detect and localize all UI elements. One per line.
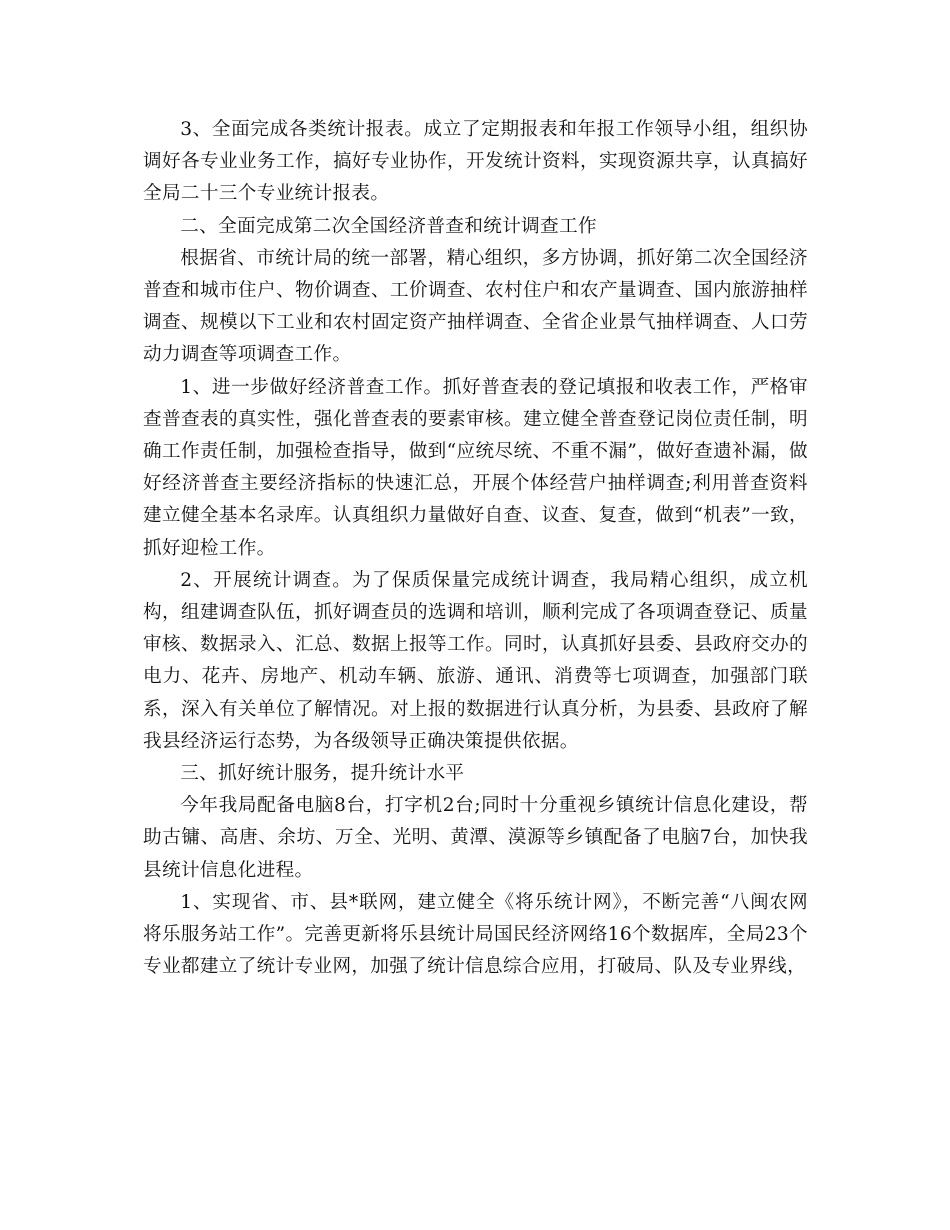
paragraph-report-forms: 3、全面完成各类统计报表。成立了定期报表和年报工作领导小组，组织协调好各专业业务工作，搞好专业协作，开发统计资料，实现资源共享，认真搞好全局二十三个专业统计报表。	[143, 119, 808, 205]
paragraph-network: 1、实现省、市、县*联网，建立健全《将乐统计网》，不断完善“八闽农网将乐服务站工作”。完善更新将乐县统计局国民经济网络16个数据库，全局23个专业都建立了统计专业网，加强了统计信息综合应用，打破局、队及专业界线，	[143, 891, 808, 978]
paragraph-statistical-survey: 2、开展统计调查。为了保质保量完成统计调查，我局精心组织，成立机构，组建调查队伍，抓好调查员的选调和培训，顺利完成了各项调查登记、质量审核、数据录入、汇总、数据上报等工作。同时，认真抓好县委、县政府交办的电力、花卉、房地产、机动车辆、旅游、通讯、消费等七项调查，加强部门联系，深入有关单位了解情况。对上报的数据进行认真分析，为县委、县政府了解我县经济运行态势，为各级领导正确决策提供依据。	[143, 569, 808, 752]
heading-census-and-survey: 二、全面完成第二次全国经济普查和统计调查工作	[180, 215, 597, 237]
paragraph-economic-census: 1、进一步做好经济普查工作。抓好普查表的登记填报和收表工作，严格审查普查表的真实性，强化普查表的要素审核。建立健全普查登记岗位责任制，明确工作责任制，加强检查指导，做到“应统尽统、不重不漏”，做好查遗补漏，做好经济普查主要经济指标的快速汇总，开展个体经营户抽样调查;利用普查资料建立健全基本名录库。认真组织力量做好自查、议查、复查，做到“机表”一致，抓好迎检工作。	[143, 376, 808, 559]
paragraph-computer-equipment: 今年我局配备电脑8台，打字机2台;同时十分重视乡镇统计信息化建设，帮助古镛、高唐、余坊、万全、光明、黄潭、漠源等乡镇配备了电脑7台，加快我县统计信息化进程。	[143, 795, 808, 881]
heading-statistical-service: 三、抓好统计服务，提升统计水平	[180, 763, 465, 785]
paragraph-survey-overview: 根据省、市统计局的统一部署，精心组织，多方协调，抓好第二次全国经济普查和城市住户、物价调查、工价调查、农村住户和农产量调查、国内旅游抽样调查、规模以下工业和农村固定资产抽样调查、全省企业景气抽样调查、人口劳动力调查等项调查工作。	[143, 247, 808, 366]
document-body	[143, 114, 808, 983]
